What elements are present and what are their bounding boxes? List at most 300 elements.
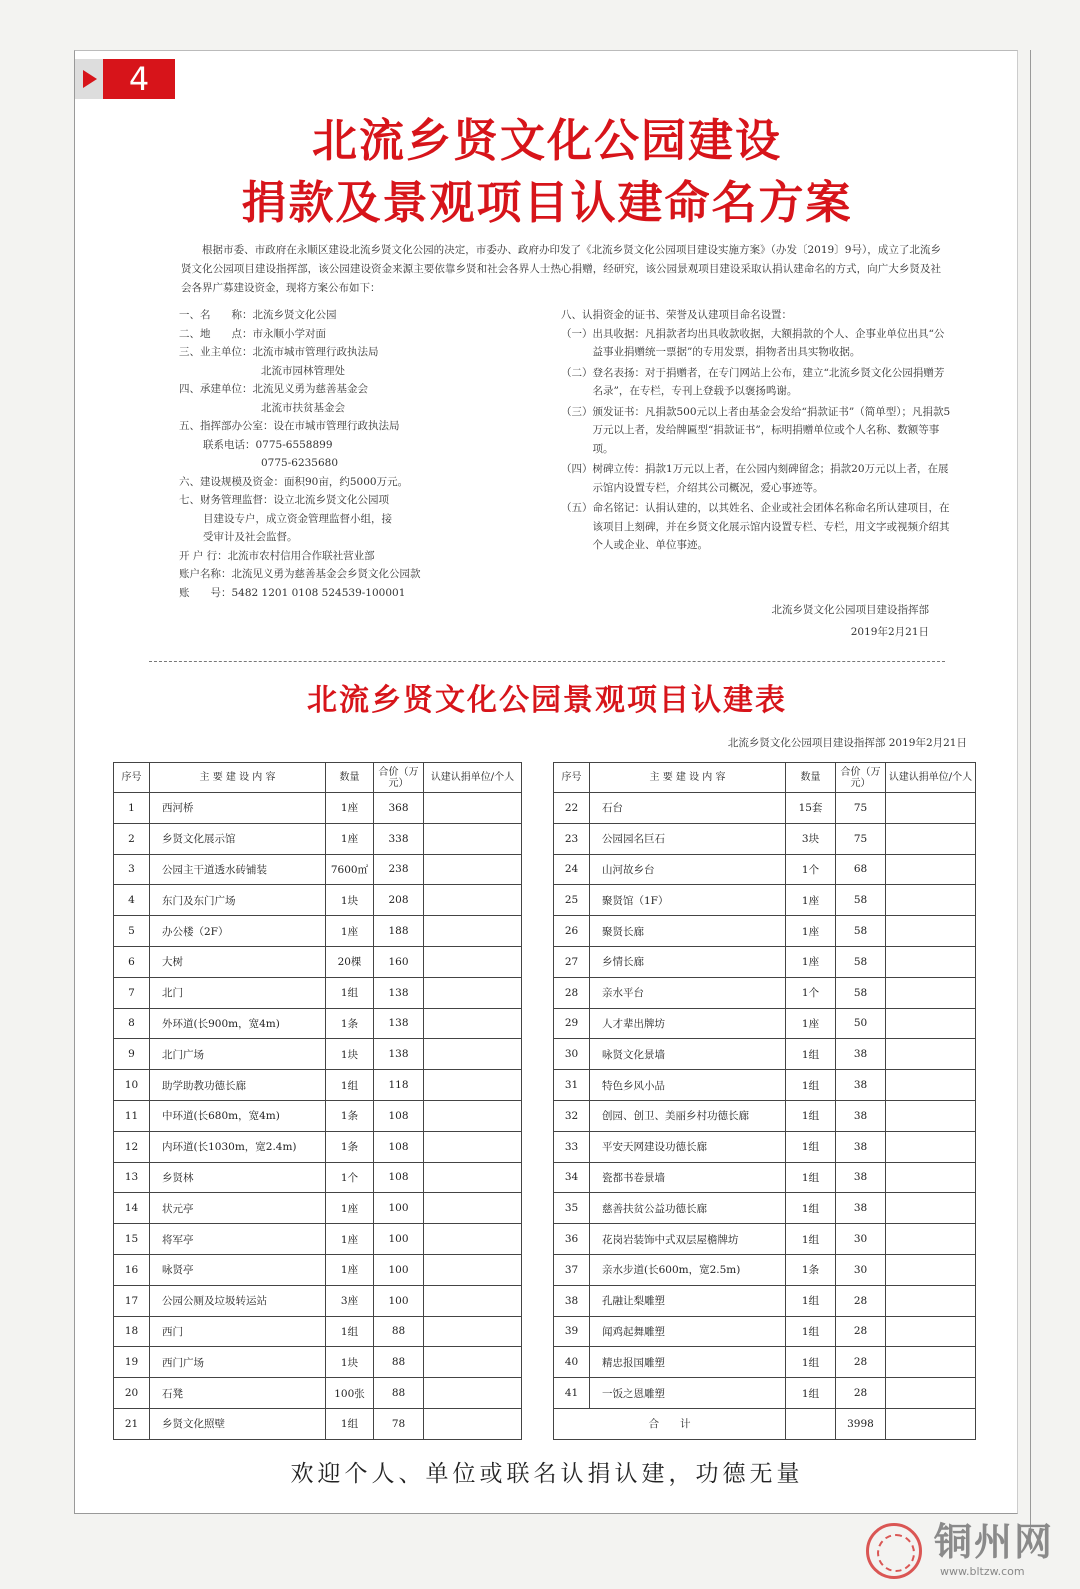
table-row	[114, 1162, 522, 1193]
cell-price: 38	[836, 1100, 886, 1131]
cell-donor	[424, 793, 522, 824]
header-price: 合价（万元）	[836, 763, 886, 793]
honor-item	[561, 364, 951, 401]
cell-price: 50	[836, 1008, 886, 1039]
cell-qty: 1组	[326, 977, 374, 1008]
cell-qty: 1组	[786, 1100, 836, 1131]
watermark-url: www.bltzw.com	[940, 1565, 1025, 1578]
cell-price: 108	[374, 1162, 424, 1193]
cell-name: 公园园名巨石	[590, 823, 786, 854]
table-row	[554, 1162, 976, 1193]
table-row	[554, 946, 976, 977]
cell-price: 75	[836, 793, 886, 824]
cell-price: 68	[836, 854, 886, 885]
cell-no: 14	[114, 1193, 150, 1224]
cell-donor	[424, 1316, 522, 1347]
table-row	[554, 1316, 976, 1347]
honor-item	[561, 325, 951, 362]
honor-item-text: 登名表扬：对于捐赠者，在专门网站上公布，建立“北流乡贤文化公园捐赠芳名录”，在专栏，专刊上登载予以褒扬鸣谢。	[592, 366, 945, 397]
cell-qty: 1组	[326, 1316, 374, 1347]
cell-donor	[886, 1224, 976, 1255]
cell-donor	[886, 1285, 976, 1316]
cell-name: 瓷都书卷景墙	[590, 1162, 786, 1193]
cell-no: 1	[114, 793, 150, 824]
cell-no: 13	[114, 1162, 150, 1193]
cell-name: 状元亭	[150, 1193, 326, 1224]
table-header-row	[554, 763, 976, 793]
cell-donor	[424, 1070, 522, 1101]
cell-qty: 1组	[786, 1070, 836, 1101]
table-row	[554, 823, 976, 854]
table-row	[114, 1378, 522, 1409]
cell-name: 北门广场	[150, 1039, 326, 1070]
plan-line: 北流市园林管理处	[261, 364, 345, 377]
cell-name: 亲水平台	[590, 977, 786, 1008]
cell-qty: 1个	[326, 1162, 374, 1193]
table-row	[114, 1285, 522, 1316]
header-qty: 数量	[326, 763, 374, 793]
cell-name: 慈善扶贫公益功德长廊	[590, 1193, 786, 1224]
cell-name: 乡贤林	[150, 1162, 326, 1193]
table-row	[554, 1008, 976, 1039]
cell-price: 368	[374, 793, 424, 824]
page-number-badge	[75, 59, 175, 99]
cell-qty: 20棵	[326, 946, 374, 977]
plan-line: 北流市扶贫基金会	[261, 401, 345, 414]
plan-line: 五、指挥部办公室：设在市城市管理行政执法局	[179, 420, 400, 432]
table-row	[114, 1316, 522, 1347]
cell-name: 孔融让梨雕塑	[590, 1285, 786, 1316]
plan-line: 0775-6235680	[261, 457, 339, 469]
cell-name: 西门	[150, 1316, 326, 1347]
cell-donor	[886, 1316, 976, 1347]
table-row	[554, 1378, 976, 1409]
cell-donor	[886, 1131, 976, 1162]
cell-price: 28	[836, 1316, 886, 1347]
honor-item-label: （五）	[561, 502, 593, 514]
header-donor: 认建认捐单位/个人	[886, 763, 976, 793]
cell-name: 聚贤长廊	[590, 916, 786, 947]
site-logo-icon	[866, 1523, 922, 1579]
cell-price: 338	[374, 823, 424, 854]
table-row	[114, 1254, 522, 1285]
cell-price: 208	[374, 885, 424, 916]
header-no: 序号	[114, 763, 150, 793]
cell-price: 28	[836, 1378, 886, 1409]
plan-line: 目建设专户，成立资金管理监督小组，接	[203, 512, 392, 525]
cell-donor	[424, 1162, 522, 1193]
cell-donor	[424, 1224, 522, 1255]
plan-line: 三、业主单位：北流市城市管理行政执法局	[179, 346, 379, 358]
plan-line: 七、财务管理监督：设立北流乡贤文化公园项	[179, 494, 389, 506]
cell-no: 17	[114, 1285, 150, 1316]
cell-qty: 100张	[326, 1378, 374, 1409]
cell-name: 大树	[150, 946, 326, 977]
cell-price: 38	[836, 1162, 886, 1193]
cell-donor	[886, 916, 976, 947]
cell-no: 11	[114, 1100, 150, 1131]
cell-price: 108	[374, 1100, 424, 1131]
cell-qty: 1个	[786, 854, 836, 885]
cell-qty: 1组	[786, 1224, 836, 1255]
header-content: 主 要 建 设 内 容	[150, 763, 326, 793]
cell-qty: 1座	[326, 793, 374, 824]
cell-donor	[424, 1347, 522, 1378]
cell-name: 花岗岩装饰中式双层屋檐牌坊	[590, 1224, 786, 1255]
cell-qty: 1座	[326, 1224, 374, 1255]
arrow-right-icon	[75, 59, 103, 99]
table-row	[114, 1131, 522, 1162]
plan-line: 四、承建单位：北流见义勇为慈善基金会	[179, 383, 368, 395]
cell-donor	[424, 946, 522, 977]
cell-no: 8	[114, 1008, 150, 1039]
cell-name: 亲水步道(长600m，宽2.5m)	[590, 1254, 786, 1285]
cell-no: 7	[114, 977, 150, 1008]
cell-name: 助学助教功德长廊	[150, 1070, 326, 1101]
plan-line: 二、地 点：市永顺小学对面	[179, 327, 326, 340]
cell-qty: 1组	[786, 1347, 836, 1378]
cell-no: 39	[554, 1316, 590, 1347]
cell-no: 12	[114, 1131, 150, 1162]
cell-name: 公园主干道透水砖铺装	[150, 854, 326, 885]
cell-no: 19	[114, 1347, 150, 1378]
cell-no: 36	[554, 1224, 590, 1255]
cell-qty: 1组	[786, 1316, 836, 1347]
table-row	[554, 1285, 976, 1316]
signature-org: 北流乡贤文化公园项目建设指挥部	[771, 604, 929, 616]
table-row	[114, 977, 522, 1008]
honor-item-label: （一）	[561, 327, 593, 340]
cell-name: 西门广场	[150, 1347, 326, 1378]
honor-item-text: 颁发证书：凡捐款500元以上者由基金会发给“捐款证书”（简单型）；凡捐款5万元以上者，发给牌匾型“捐款证书”，标明捐赠单位或个人名称、数额等事项。	[592, 405, 951, 455]
cell-price: 88	[374, 1347, 424, 1378]
cell-donor	[424, 1131, 522, 1162]
total-donor-empty	[886, 1408, 976, 1439]
cell-name: 乡贤文化照壁	[150, 1408, 326, 1439]
cell-name: 外环道(长900m，宽4m)	[150, 1008, 326, 1039]
cell-qty: 1组	[786, 1285, 836, 1316]
cell-qty: 1组	[786, 1162, 836, 1193]
cell-qty: 3块	[786, 823, 836, 854]
header-content: 主 要 建 设 内 容	[590, 763, 786, 793]
table-row	[114, 916, 522, 947]
cell-price: 75	[836, 823, 886, 854]
cell-price: 100	[374, 1193, 424, 1224]
table-header-row	[114, 763, 522, 793]
cell-donor	[424, 1193, 522, 1224]
table-row	[114, 1193, 522, 1224]
project-table-left	[113, 762, 522, 1440]
cell-donor	[424, 854, 522, 885]
table-row	[114, 1039, 522, 1070]
signature-date: 2019年2月21日	[850, 626, 929, 638]
cell-no: 4	[114, 885, 150, 916]
intro-paragraph: 根据市委、市政府在永顺区建设北流乡贤文化公园的决定，市委办、政府办印发了《北流乡贤文化公园项目建设实施方案》（办发〔2019〕9号），成立了北流乡贤文化公园项目建设指挥部，该公园建设资金来源主要依靠乡贤和社会各界人士热心捐赠，经研究，该公园景观项目建设采取认捐认建命名的方式，向广大乡贤及社会各界广募建设资金，现将方案公布如下：	[181, 244, 941, 294]
table-row	[554, 1039, 976, 1070]
cell-price: 88	[374, 1378, 424, 1409]
cell-price: 30	[836, 1224, 886, 1255]
cell-name: 石凳	[150, 1378, 326, 1409]
cell-donor	[424, 1254, 522, 1285]
cell-no: 29	[554, 1008, 590, 1039]
cell-donor	[424, 1285, 522, 1316]
cell-qty: 1座	[326, 916, 374, 947]
page-number: 4	[103, 59, 175, 99]
honor-item-label: （四）	[561, 463, 593, 475]
cell-name: 东门及东门广场	[150, 885, 326, 916]
cell-donor	[424, 1039, 522, 1070]
total-value: 3998	[836, 1408, 886, 1439]
cell-name: 咏贤文化景墙	[590, 1039, 786, 1070]
cell-donor	[424, 1378, 522, 1409]
cell-qty: 1条	[326, 1100, 374, 1131]
cell-no: 22	[554, 793, 590, 824]
table-row	[554, 793, 976, 824]
cell-qty: 15套	[786, 793, 836, 824]
total-label: 合 计	[554, 1408, 786, 1439]
cell-donor	[886, 823, 976, 854]
cell-donor	[424, 916, 522, 947]
cell-name: 办公楼（2F）	[150, 916, 326, 947]
plan-line: 联系电话：0775-6558899	[203, 438, 333, 451]
cell-no: 33	[554, 1131, 590, 1162]
cell-qty: 1组	[326, 1070, 374, 1101]
cell-price: 138	[374, 1008, 424, 1039]
cell-no: 30	[554, 1039, 590, 1070]
honor-item-label: （三）	[561, 405, 593, 418]
cell-qty: 1块	[326, 1039, 374, 1070]
cell-qty: 1座	[326, 1254, 374, 1285]
cell-no: 5	[114, 916, 150, 947]
cell-qty: 1座	[786, 916, 836, 947]
header-donor: 认建认捐单位/个人	[424, 763, 522, 793]
cell-donor	[886, 1008, 976, 1039]
cell-price: 100	[374, 1224, 424, 1255]
plan-details-left	[179, 306, 499, 602]
watermark-text: 铜州网	[934, 1520, 1055, 1564]
table-row	[554, 854, 976, 885]
cell-no: 21	[114, 1408, 150, 1439]
honor-item	[561, 460, 951, 497]
table-row	[114, 1100, 522, 1131]
cell-price: 238	[374, 854, 424, 885]
cell-donor	[886, 946, 976, 977]
cell-no: 6	[114, 946, 150, 977]
cell-no: 9	[114, 1039, 150, 1070]
honor-item-text: 树碑立传：捐款1万元以上者，在公园内刻碑留念；捐款20万元以上者，在展示馆内设置专栏，介绍其公司概况，爱心事迹等。	[592, 463, 949, 494]
cell-price: 138	[374, 977, 424, 1008]
cell-price: 28	[836, 1347, 886, 1378]
cell-donor	[886, 885, 976, 916]
table-row	[554, 977, 976, 1008]
table-title: 北流乡贤文化公园景观项目认建表	[307, 683, 787, 718]
cell-donor	[886, 1039, 976, 1070]
table-row	[554, 885, 976, 916]
cell-qty: 1组	[786, 1131, 836, 1162]
cell-name: 特色乡风小品	[590, 1070, 786, 1101]
cell-name: 咏贤亭	[150, 1254, 326, 1285]
cell-name: 中环道(长680m，宽4m)	[150, 1100, 326, 1131]
cell-qty: 1组	[786, 1193, 836, 1224]
cell-qty: 1个	[786, 977, 836, 1008]
table-row	[554, 1224, 976, 1255]
honor-item-text: 出具收据：凡捐款者均出具收款收据，大额捐款的个人、企事业单位出具“公益事业捐赠统一票据”的专用发票，捐物者出具实物收据。	[592, 327, 945, 358]
site-watermark	[862, 1515, 1072, 1583]
cell-no: 18	[114, 1316, 150, 1347]
cell-no: 10	[114, 1070, 150, 1101]
cell-no: 35	[554, 1193, 590, 1224]
cell-donor	[886, 793, 976, 824]
table-row	[554, 1347, 976, 1378]
table-row	[554, 916, 976, 947]
cell-donor	[886, 1347, 976, 1378]
table-row	[554, 1131, 976, 1162]
cell-donor	[886, 977, 976, 1008]
cell-name: 北门	[150, 977, 326, 1008]
cell-name: 将军亭	[150, 1224, 326, 1255]
plan-line: 账户名称：北流见义勇为慈善基金会乡贤文化公园款	[179, 568, 421, 580]
cell-no: 24	[554, 854, 590, 885]
cell-donor	[886, 854, 976, 885]
project-table-right	[553, 762, 976, 1440]
cell-no: 38	[554, 1285, 590, 1316]
cell-price: 28	[836, 1285, 886, 1316]
cell-name: 内环道(长1030m，宽2.4m)	[150, 1131, 326, 1162]
table-row	[114, 1347, 522, 1378]
cell-price: 100	[374, 1285, 424, 1316]
table-row	[114, 885, 522, 916]
table-total-row	[554, 1408, 976, 1439]
page-title-line-1: 北流乡贤文化公园建设	[311, 114, 782, 167]
cell-donor	[886, 1193, 976, 1224]
cell-price: 38	[836, 1070, 886, 1101]
cell-no: 34	[554, 1162, 590, 1193]
table-row	[554, 1100, 976, 1131]
cell-qty: 1座	[786, 1008, 836, 1039]
cell-qty: 1组	[786, 1039, 836, 1070]
cell-no: 32	[554, 1100, 590, 1131]
cell-qty: 1块	[326, 1347, 374, 1378]
cell-name: 创园、创卫、美丽乡村功德长廊	[590, 1100, 786, 1131]
honor-item	[561, 403, 951, 459]
dashed-divider	[149, 661, 945, 662]
plan-line: 账 号：5482 1201 0108 524539-100001	[179, 586, 406, 599]
cell-price: 38	[836, 1039, 886, 1070]
cell-price: 58	[836, 885, 886, 916]
total-qty-empty	[786, 1408, 836, 1439]
cell-qty: 1条	[786, 1254, 836, 1285]
cell-price: 88	[374, 1316, 424, 1347]
cell-name: 平安天网建设功德长廊	[590, 1131, 786, 1162]
cell-qty: 1座	[786, 946, 836, 977]
newspaper-page	[74, 50, 1018, 1514]
cell-no: 37	[554, 1254, 590, 1285]
cell-donor	[424, 823, 522, 854]
cell-no: 41	[554, 1378, 590, 1409]
cell-price: 138	[374, 1039, 424, 1070]
cell-price: 58	[836, 946, 886, 977]
header-qty: 数量	[786, 763, 836, 793]
cell-price: 38	[836, 1193, 886, 1224]
cell-no: 23	[554, 823, 590, 854]
cell-name: 山河故乡台	[590, 854, 786, 885]
cell-price: 58	[836, 916, 886, 947]
cell-name: 一饭之恩雕塑	[590, 1378, 786, 1409]
cell-price: 38	[836, 1131, 886, 1162]
page-title-line-2: 捐款及景观项目认建命名方案	[241, 176, 853, 229]
cell-name: 西河桥	[150, 793, 326, 824]
table-issuer-date: 北流乡贤文化公园项目建设指挥部 2019年2月21日	[727, 737, 967, 749]
table-row	[114, 1070, 522, 1101]
plan-line: 开 户 行：北流市农村信用合作联社营业部	[179, 549, 375, 562]
cell-donor	[886, 1070, 976, 1101]
cell-price: 100	[374, 1254, 424, 1285]
cell-price: 30	[836, 1254, 886, 1285]
cell-qty: 1条	[326, 1008, 374, 1039]
cell-price: 118	[374, 1070, 424, 1101]
cell-donor	[424, 885, 522, 916]
table-row	[114, 823, 522, 854]
cell-qty: 1组	[326, 1408, 374, 1439]
cell-name: 人才辈出牌坊	[590, 1008, 786, 1039]
cell-name: 乡贤文化展示馆	[150, 823, 326, 854]
cell-price: 78	[374, 1408, 424, 1439]
cell-no: 26	[554, 916, 590, 947]
cell-qty: 7600㎡	[326, 854, 374, 885]
cell-donor	[424, 1100, 522, 1131]
cell-no: 16	[114, 1254, 150, 1285]
page-fold-line	[1030, 50, 1031, 1550]
table-row	[554, 1193, 976, 1224]
cell-qty: 1块	[326, 885, 374, 916]
cell-donor	[886, 1162, 976, 1193]
cell-name: 聚贤馆（1F）	[590, 885, 786, 916]
cell-name: 精忠报国雕塑	[590, 1347, 786, 1378]
cell-donor	[886, 1100, 976, 1131]
honor-item-label: （二）	[561, 366, 593, 379]
table-row	[114, 1224, 522, 1255]
cell-qty: 1座	[786, 885, 836, 916]
cell-qty: 1条	[326, 1131, 374, 1162]
table-row	[114, 793, 522, 824]
section-heading: 八、认捐资金的证书、荣誉及认建项目命名设置：	[561, 309, 792, 321]
table-row	[114, 946, 522, 977]
table-row	[554, 1070, 976, 1101]
cell-name: 闻鸡起舞雕塑	[590, 1316, 786, 1347]
cell-name: 石台	[590, 793, 786, 824]
cell-price: 188	[374, 916, 424, 947]
table-row	[114, 854, 522, 885]
header-no: 序号	[554, 763, 590, 793]
cell-price: 160	[374, 946, 424, 977]
honor-item-text: 命名铭记：认捐认建的，以其姓名、企业或社会团体名称命名所认建项目，在该项目上刻碑，并在乡贤文化展示馆内设置专栏、专栏，用文字或视频介绍其个人或企业、单位事迹。	[592, 502, 950, 551]
cell-donor	[424, 977, 522, 1008]
plan-line: 受审计及社会监督。	[203, 531, 298, 543]
table-row	[114, 1408, 522, 1439]
cell-no: 28	[554, 977, 590, 1008]
cell-donor	[886, 1254, 976, 1285]
cell-qty: 1座	[326, 823, 374, 854]
cell-donor	[424, 1408, 522, 1439]
cell-name: 乡情长廊	[590, 946, 786, 977]
cell-price: 58	[836, 977, 886, 1008]
plan-line: 一、名 称：北流乡贤文化公园	[179, 309, 337, 321]
table-row	[114, 1008, 522, 1039]
cell-qty: 3座	[326, 1285, 374, 1316]
cell-qty: 1组	[786, 1378, 836, 1409]
cell-no: 3	[114, 854, 150, 885]
cell-no: 31	[554, 1070, 590, 1101]
